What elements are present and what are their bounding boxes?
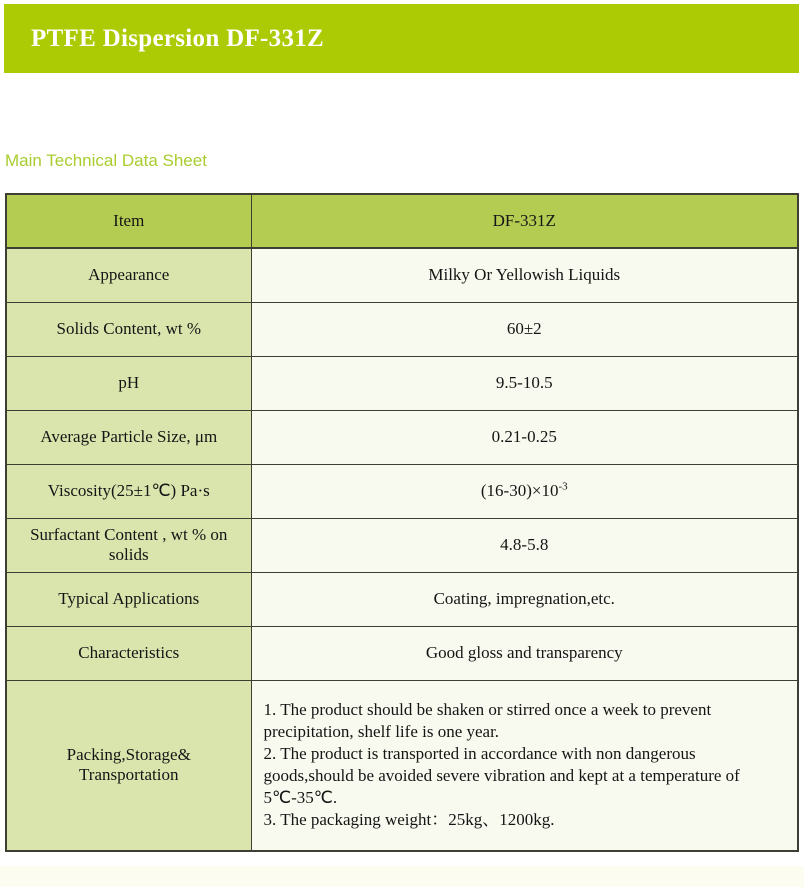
- table-row-ph: [6, 356, 798, 410]
- table-row-surfactant-content: [6, 518, 798, 572]
- table-row-packing-storage: [6, 680, 798, 851]
- section-heading: Main Technical Data Sheet: [5, 151, 207, 170]
- row-label: [6, 680, 251, 851]
- page-title: PTFE Dispersion DF-331Z: [31, 24, 325, 52]
- row-label: Solids Content, wt %: [6, 302, 251, 356]
- row-label: Characteristics: [6, 626, 251, 680]
- row-value: 9.5-10.5: [251, 356, 798, 410]
- row-value: [251, 464, 798, 518]
- packing-note-1: 1. The product should be shaken or stirred once a week to prevent precipitation, shelf life is one year.: [263, 699, 712, 742]
- bottom-background-band: [0, 866, 804, 887]
- row-value: 4.8-5.8: [251, 518, 798, 572]
- table-row-appearance: [6, 248, 798, 302]
- row-label: pH: [6, 356, 251, 410]
- packing-label-line1: Packing,Storage&: [66, 745, 191, 765]
- technical-data-table: [5, 193, 799, 852]
- row-label: Average Particle Size, μm: [6, 410, 251, 464]
- title-banner: [4, 4, 799, 73]
- packing-label-line2: Transportation: [79, 765, 179, 785]
- row-label: Appearance: [6, 248, 251, 302]
- row-label: Viscosity(25±1℃) Pa·s: [6, 464, 251, 518]
- row-value: Good gloss and transparency: [251, 626, 798, 680]
- row-value: Coating, impregnation,etc.: [251, 572, 798, 626]
- row-value: Milky Or Yellowish Liquids: [251, 248, 798, 302]
- packing-note-2: 2. The product is transported in accordance with non dangerous goods,should be avoided severe vibration and kept at a temperature of 5℃-35℃.: [263, 744, 740, 808]
- viscosity-value-exponent: -3: [558, 480, 568, 493]
- packing-note-3: 3. The packaging weight：25kg、1200kg.: [263, 810, 555, 830]
- table-row-particle-size: [6, 410, 798, 464]
- table-row-typical-applications: [6, 572, 798, 626]
- viscosity-value-base: (16-30)×10: [480, 481, 559, 500]
- table-header-item: Item: [6, 194, 251, 248]
- table-row-viscosity: [6, 464, 798, 518]
- row-label: Surfactant Content , wt % on solids: [6, 518, 251, 572]
- table-row-characteristics: [6, 626, 798, 680]
- row-value: 0.21-0.25: [251, 410, 798, 464]
- table-header-product: DF-331Z: [251, 194, 798, 248]
- row-label: Typical Applications: [6, 572, 251, 626]
- packing-notes: [251, 680, 798, 851]
- row-value: 60±2: [251, 302, 798, 356]
- table-row-solids-content: [6, 302, 798, 356]
- table-header-row: [6, 194, 798, 248]
